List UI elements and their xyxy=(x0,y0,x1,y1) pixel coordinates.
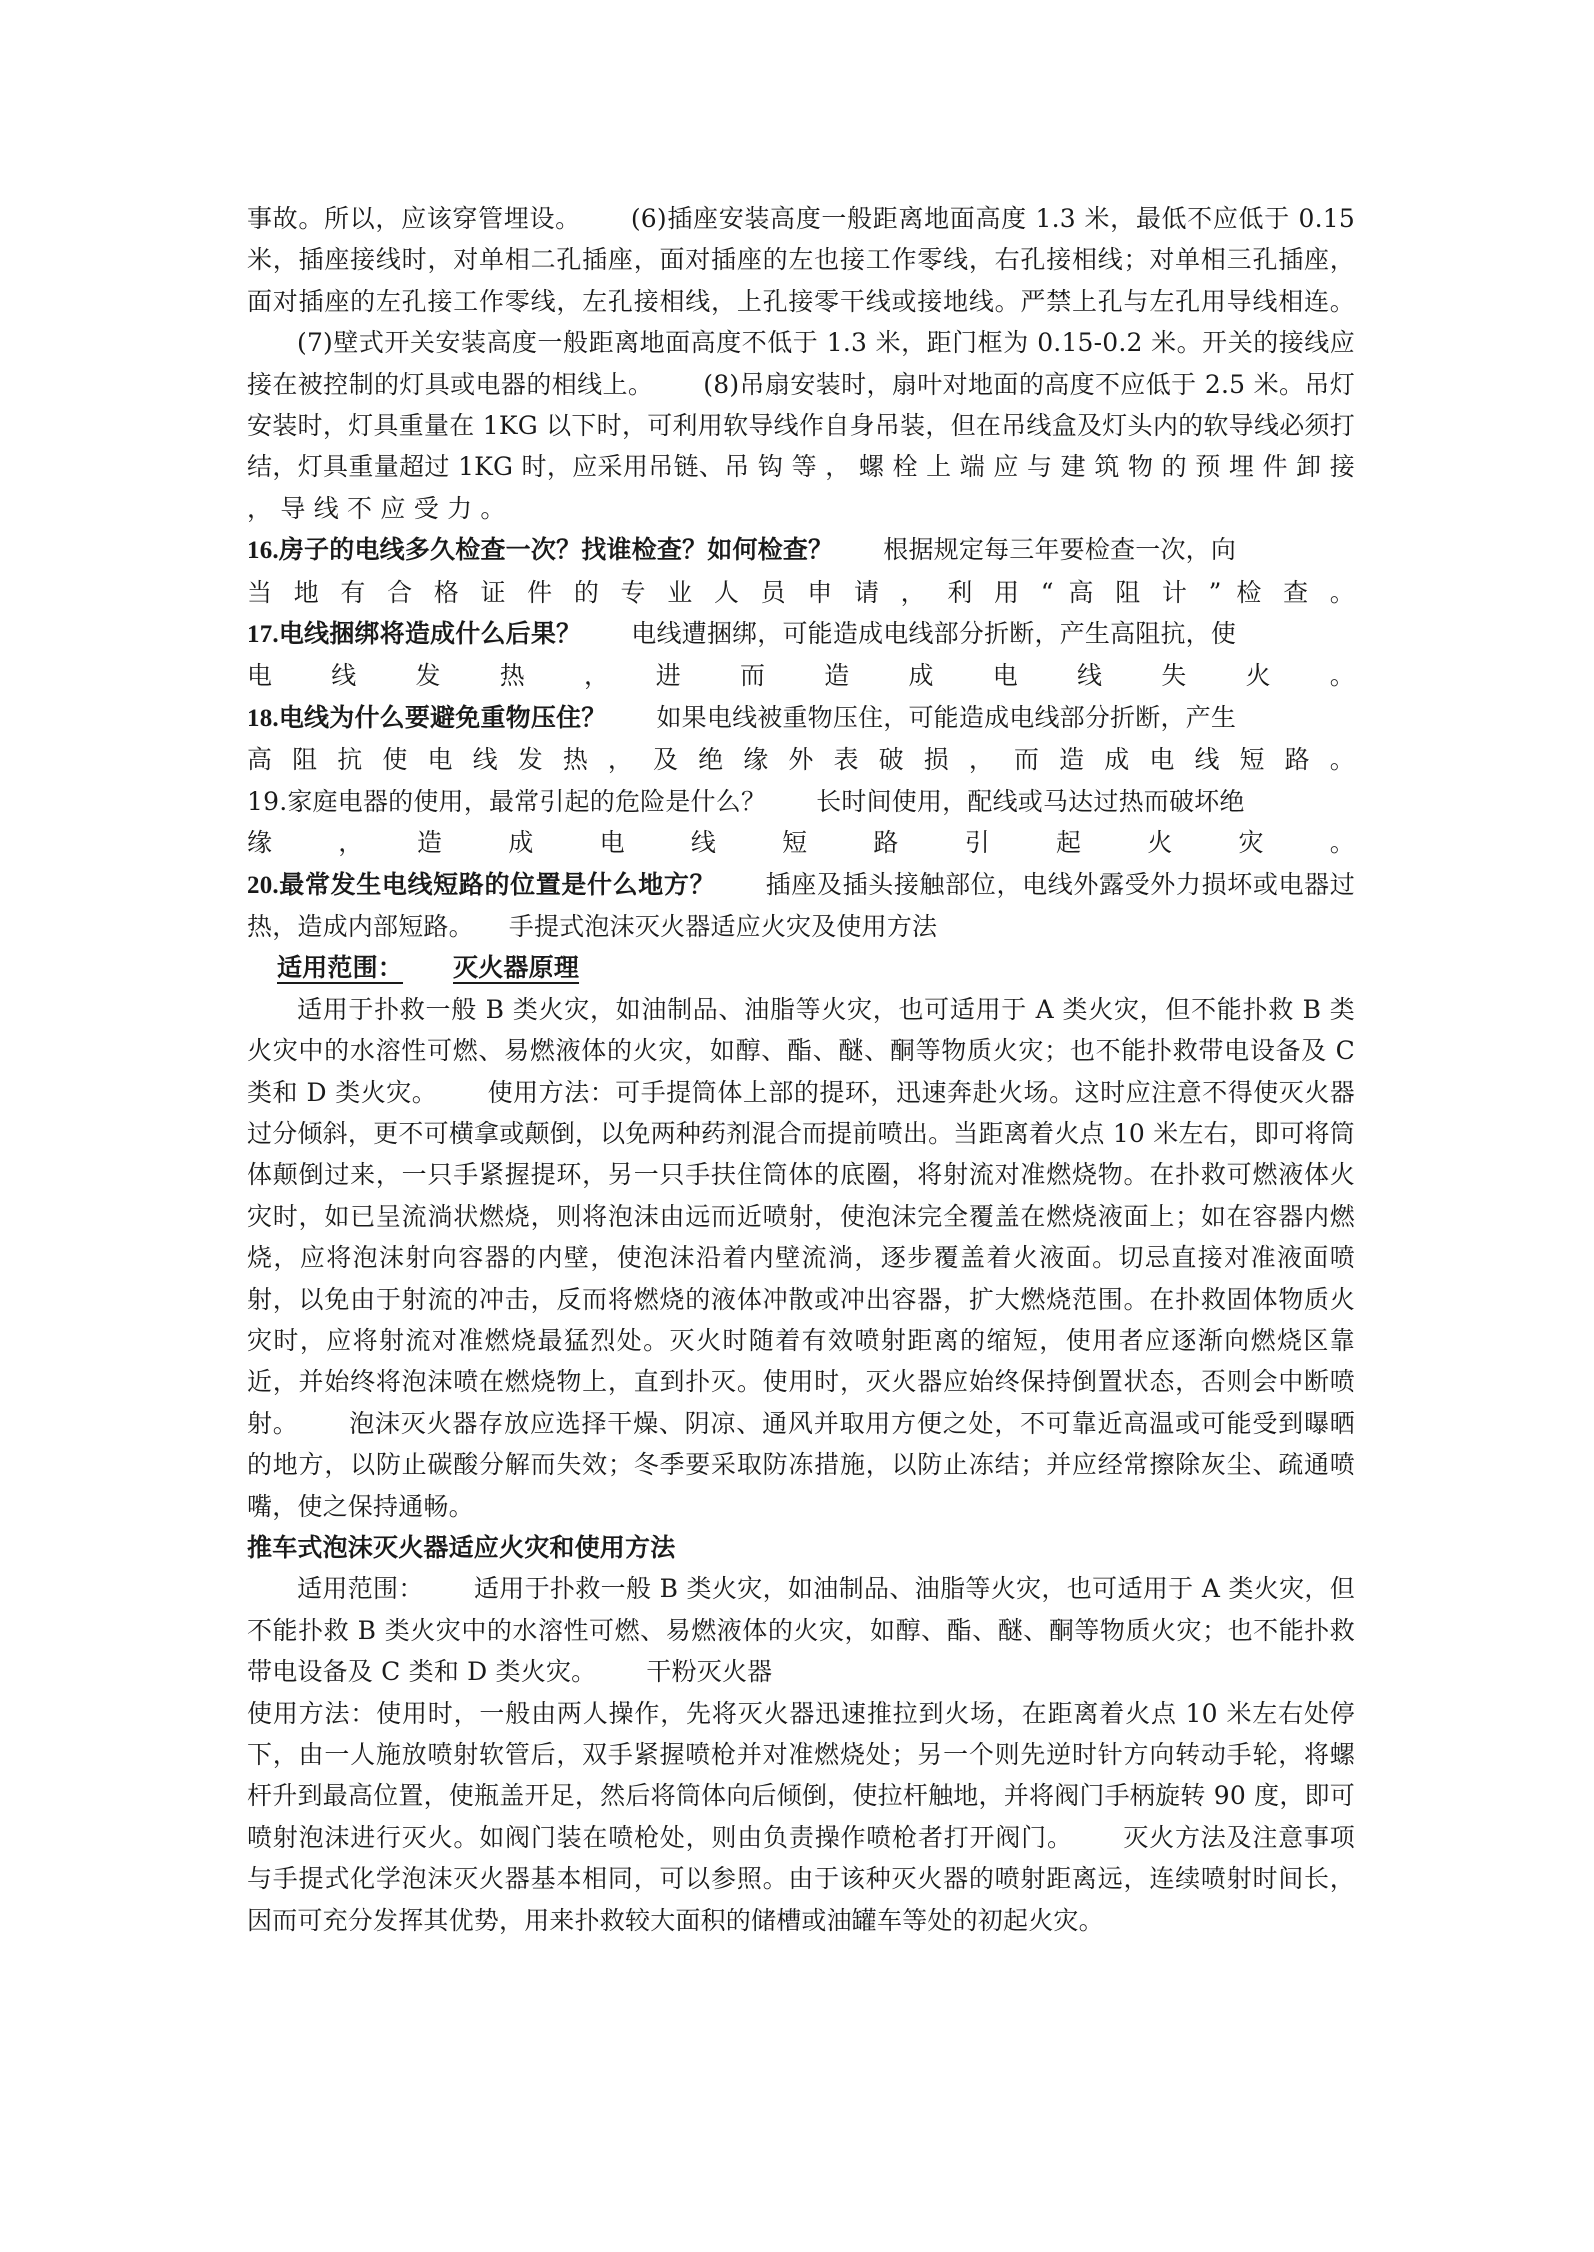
q17-answer-a: 电线遭捆绑，可能造成电线部分折断，产生高阻抗，使 xyxy=(631,619,1237,649)
cart-scope-text: 适用于扑救一般 B 类火灾，如油制品、油脂等火灾，也可适用于 A 类火灾，但不能扑救 B 类火灾中的水溶性可燃、易燃液体的火灾，如醇、酯、醚、酮等物质火灾；也不能扑救带电设备及 C 类和 D 类火灾。 xyxy=(247,1574,1355,1687)
q18-answer-a: 如果电线被重物压住，可能造成电线部分折断，产生 xyxy=(656,702,1237,732)
q18-answer-line xyxy=(247,739,1355,780)
q19-answer-line xyxy=(247,822,1355,863)
q19-answer-a: 长时间使用，配线或马达过热而破坏绝 xyxy=(816,786,1245,816)
q16-number: 16. xyxy=(247,537,279,565)
text-fan-lamp-rule: (8)吊扇安装时，扇叶对地面的高度不应低于 2.5 米。吊灯安装时，灯具重量在 1KG 以下时，可利用软导线作自身吊装，但在吊线盒及灯头内的软导线必须打结，灯具重量超过 1KG 时，应采用吊链、吊 钩 等 ， 螺 栓 上 端 应 与 建 筑 物 的 预 埋 件 卸 接 ， 导 线 不 应 受 力 。 xyxy=(247,369,1355,523)
handheld-foam-paragraph xyxy=(247,989,1355,1527)
qa-19 xyxy=(247,781,1355,822)
scope-header-underlined xyxy=(247,953,579,982)
q16-answer-b: 当 地 有 合 格 证 件 的 专 业 人 员 申 请 ， 利 用 “ 高 阻 计 ” 检 查 。 xyxy=(247,577,1355,607)
extinguisher-principle-label: 灭火器原理 xyxy=(453,953,580,983)
qa-20 xyxy=(247,864,1355,948)
text-switch-rule: (7)壁式开关安装高度一般距离地面高度不低于 1.3 米，距门框为 0.15-0.2 米。开关的接线应接在被控制的灯具或电器的相线上。 xyxy=(247,328,1355,399)
handheld-scope-text: 适用于扑救一般 B 类火灾，如油制品、油脂等火灾，也可适用于 A 类火灾，但不能扑救 B 类火灾中的水溶性可燃、易燃液体的火灾，如醇、酯、醚、酮等物质火灾；也不能扑救带电设备及 C 类和 D 类火灾。 xyxy=(247,994,1355,1107)
q16-answer-a: 根据规定每三年要检查一次，向 xyxy=(883,535,1237,565)
q20-question: 最常发生电线短路的位置是什么地方？ xyxy=(278,869,716,899)
q16-question: 房子的电线多久检查一次？找谁检查？如何检查？ xyxy=(278,535,834,565)
q19-number: 19. xyxy=(247,786,288,816)
q19-question: 家庭电器的使用，最常引起的危险是什么？ xyxy=(287,786,767,816)
cart-notes-text: 灭火方法及注意事项与手提式化学泡沫灭火器基本相同，可以参照。由于该种灭火器的喷射距离远，连续喷射时间长，因而可充分发挥其优势，用来扑救较大面积的储槽或油罐车等处的初起火灾。 xyxy=(247,1822,1355,1935)
qa-18 xyxy=(247,697,1355,739)
q17-answer-line xyxy=(247,655,1355,696)
q16-answer-line xyxy=(247,572,1355,613)
text-socket-rule: (6)插座安装高度一般距离地面高度 1.3 米，最低不应低于 0.15 米，插座接线时，对单相二孔插座，面对插座的左也接工作零线，右孔接相线；对单相三孔插座，面对插座的左孔接工作零线，左孔接相线，上孔接零干线或接地线。严禁上孔与左孔用导线相连。 xyxy=(247,204,1355,316)
handheld-usage-text: 使用方法：可手提筒体上部的提环，迅速奔赴火场。这时应注意不得使灭火器过分倾斜，更不可横拿或颠倒，以免两种药剂混合而提前喷出。当距离着火点 10 米左右，即可将筒体颠倒过来，一只手紧握提环，另一只手扶住筒体的底圈，将射流对准燃烧物。在扑救可燃液体火灾时，如已呈流淌状燃烧，则将泡沫由远而近喷射，使泡沫完全覆盖在燃烧液面上；如在容器内燃烧，应将泡沫射向容器的内壁，使泡沫沿着内壁流淌，逐步覆盖着火液面。切忌直接对准液面喷射，以免由于射流的冲击，反而将燃烧的液体冲散或冲出容器，扩大燃烧范围。在扑救固体物质火灾时，应将射流对准燃烧最猛烈处。灭火时随着有效喷射距离的缩短，使用者应逐渐向燃烧区靠近，并始终将泡沫喷在燃烧物上，直到扑灭。使用时，灭火器应始终保持倒置状态，否则会中断喷射。 xyxy=(247,1077,1355,1438)
q20-number: 20. xyxy=(247,871,279,899)
q17-number: 17. xyxy=(247,621,279,649)
handheld-foam-title: 手提式泡沫灭火器适应火灾及使用方法 xyxy=(508,911,938,941)
cart-usage-paragraph xyxy=(247,1693,1355,1941)
q18-question: 电线为什么要避免重物压住？ xyxy=(278,702,607,732)
text-accident-conduit: 事故。所以，应该穿管埋设。 xyxy=(247,204,581,233)
cart-scope-label: 适用范围： xyxy=(297,1574,424,1604)
dry-powder-label: 干粉灭火器 xyxy=(646,1657,773,1687)
cart-foam-heading: 推车式泡沫灭火器适应火灾和使用方法 xyxy=(247,1533,676,1562)
scope-header-row xyxy=(247,947,1355,988)
q19-answer-b: 缘 ， 造 成 电 线 短 路 引 起 火 灾 。 xyxy=(247,828,1355,858)
cart-scope-paragraph xyxy=(247,1568,1355,1692)
handheld-storage-text: 泡沫灭火器存放应选择干燥、阴凉、通风并取用方便之处，不可靠近高温或可能受到曝晒的地方，以防止碳酸分解而失效；冬季要采取防冻措施，以防止冻结；并应经常擦除灰尘、疏通喷嘴，使之保持通畅。 xyxy=(247,1408,1355,1521)
document-page xyxy=(247,198,1355,1941)
wiring-rules-paragraph xyxy=(247,198,1355,529)
q18-answer-b: 高 阻 抗 使 电 线 发 热 ， 及 绝 缘 外 表 破 损 ， 而 造 成 电 线 短 路 。 xyxy=(247,745,1355,775)
qa-17 xyxy=(247,613,1355,655)
q17-question: 电线捆绑将造成什么后果？ xyxy=(278,619,582,649)
q18-number: 18. xyxy=(247,704,279,732)
scope-label: 适用范围： xyxy=(277,953,404,983)
qa-16 xyxy=(247,529,1355,571)
cart-usage-text: 使用方法：使用时，一般由两人操作，先将灭火器迅速推拉到火场，在距离着火点 10 米左右处停下，由一人施放喷射软管后，双手紧握喷枪并对准燃烧处；另一个则先逆时针方向转动手轮，将螺杆升到最高位置，使瓶盖开足，然后将筒体向后倾倒，使拉杆触地，并将阀门手柄旋转 90 度，即可喷射泡沫进行灭火。如阀门装在喷枪处，则由负责操作喷枪者打开阀门。 xyxy=(247,1698,1355,1852)
q17-answer-b: 电 线 发 热 ， 进 而 造 成 电 线 失 火 。 xyxy=(247,661,1355,691)
q20-answer: 插座及插头接触部位，电线外露受外力损坏或电器过热，造成内部短路。 xyxy=(247,869,1355,941)
